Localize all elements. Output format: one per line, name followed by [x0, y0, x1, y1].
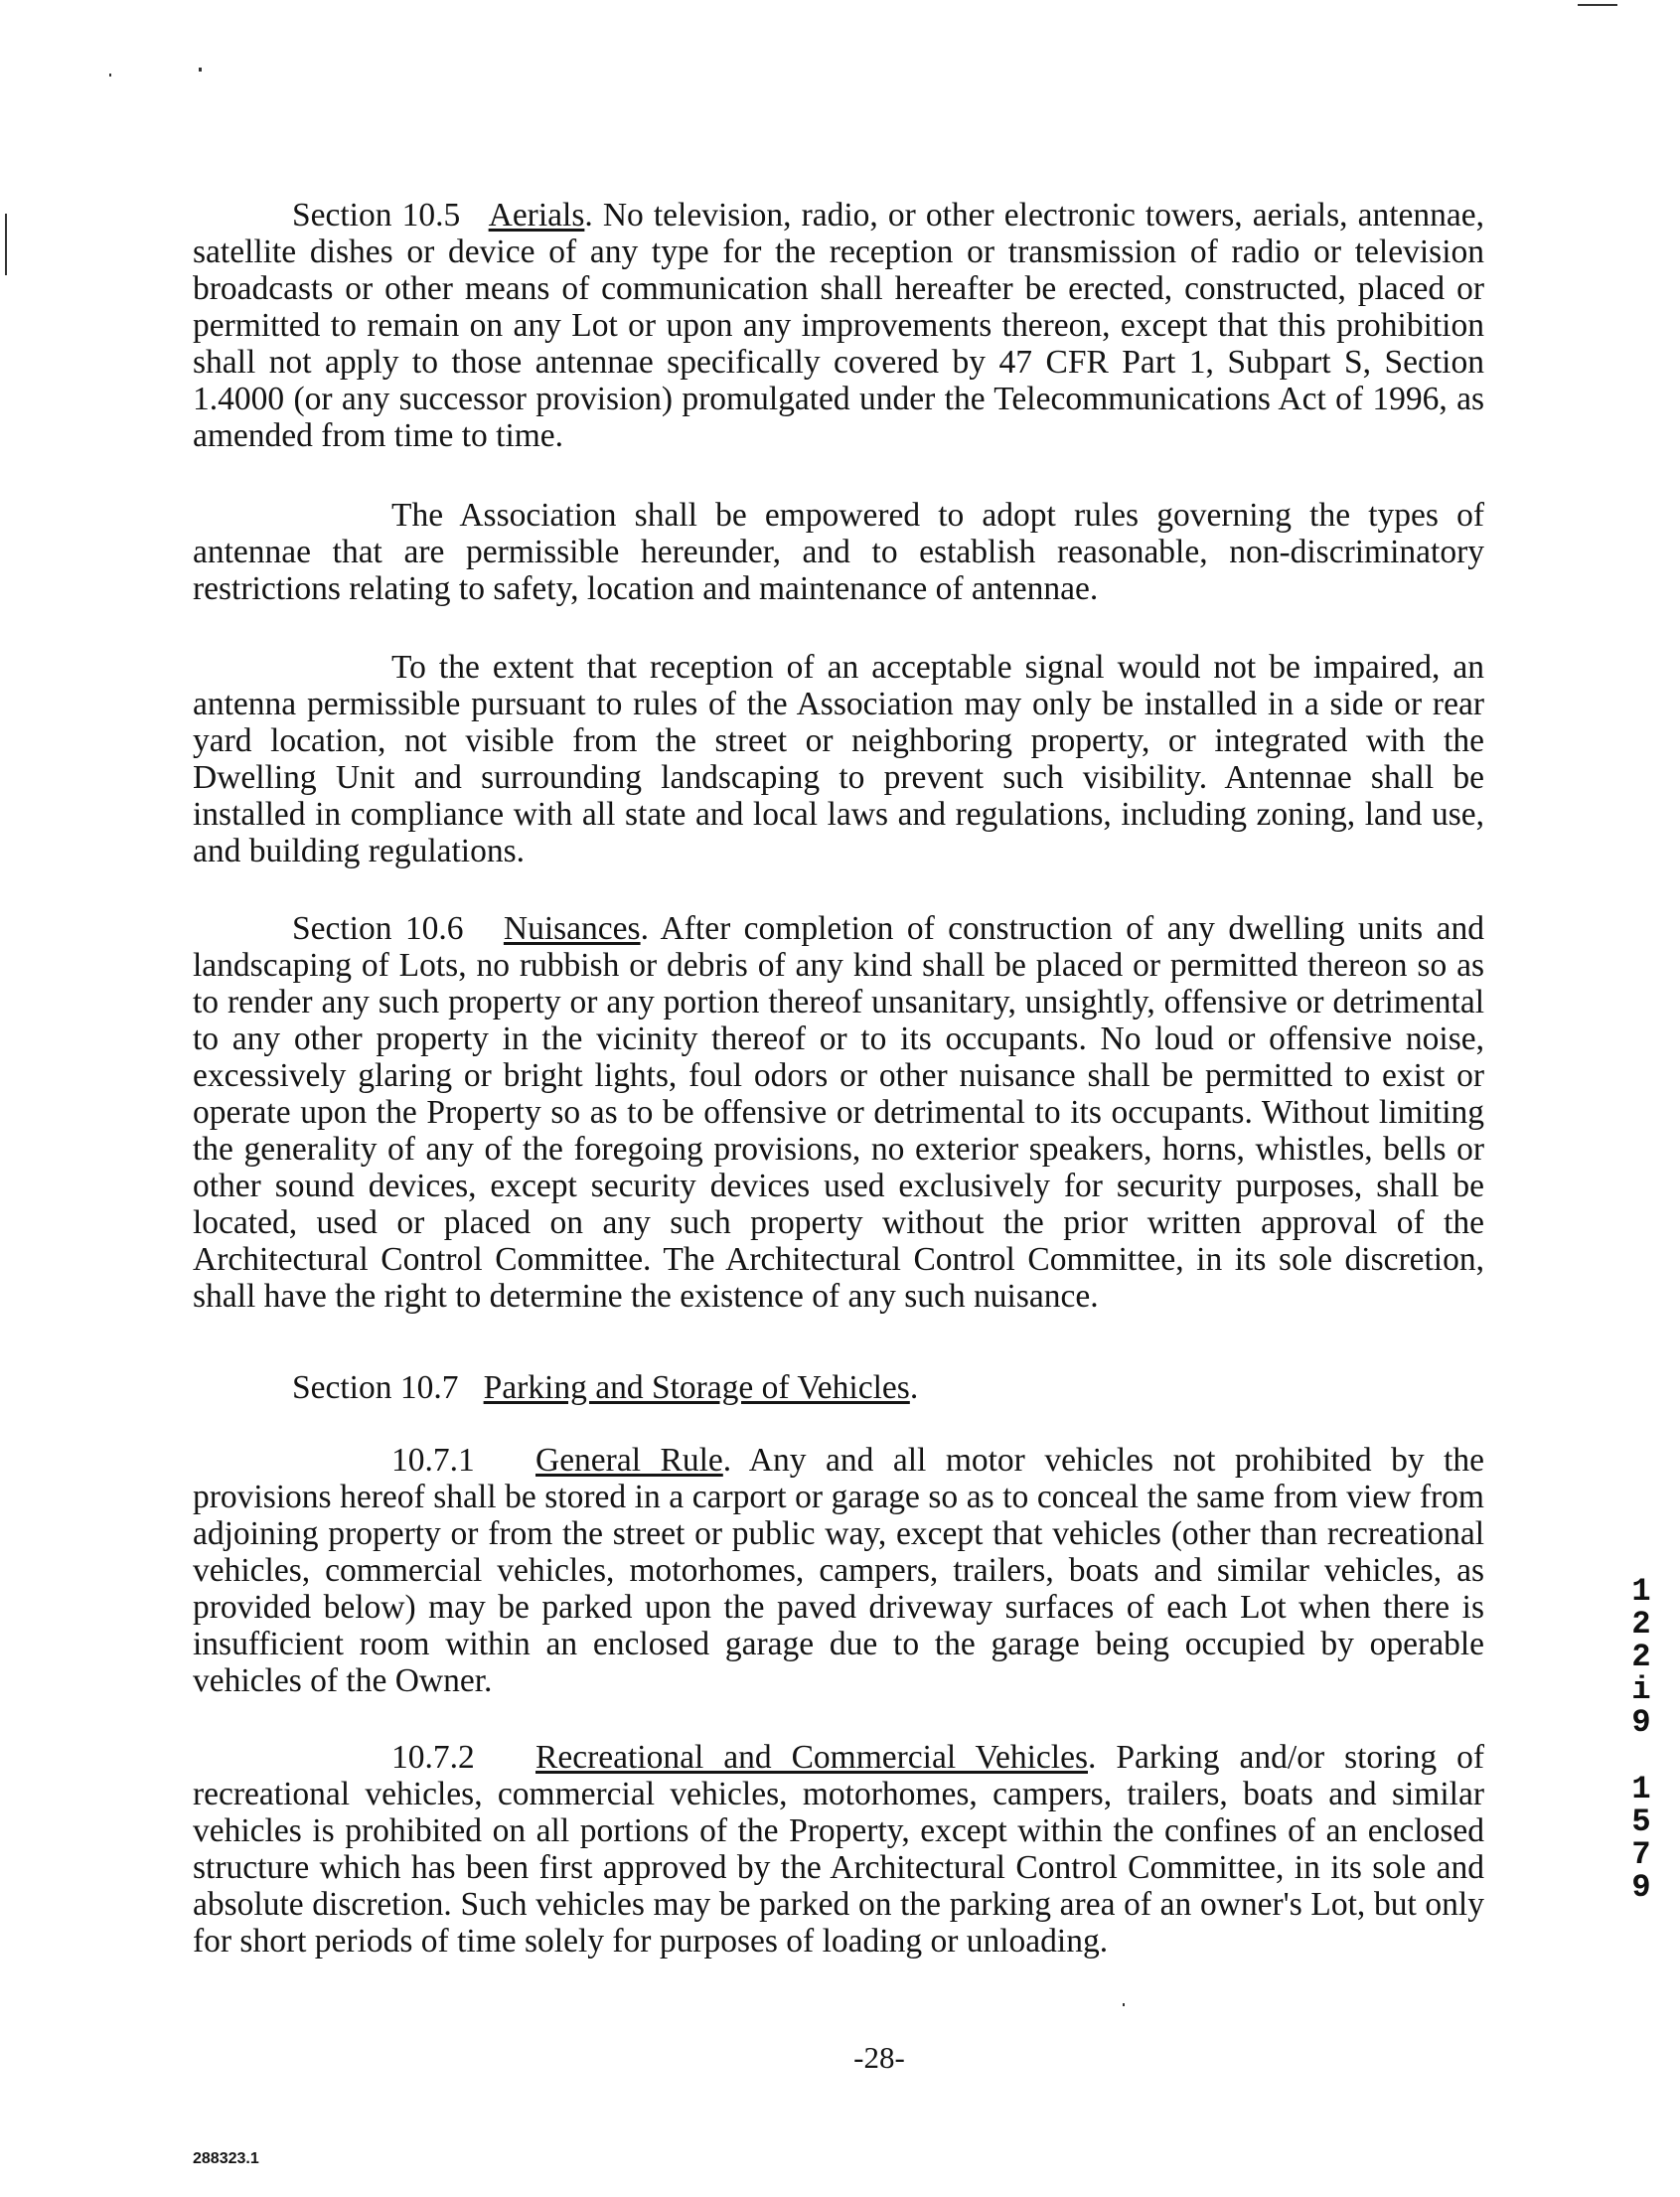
scan-mark-dot	[109, 74, 111, 77]
section-10-7-label: Section 10.7	[292, 1369, 459, 1406]
section-10-7-1-text: . Any and all motor vehicles not prohibited by the provisions hereof shall be stored in a carport or garage so as to conceal the same from view from adjoining property or from the street or public way, except that vehicles (other than recreational vehicles, commercial vehicles, motorhomes, campers, trailers, boats and similar vehicles, as provided below) may be parked upon the paved driveway surfaces of each Lot when there is insufficient room within an enclosed garage due to the garage being occupied by operable vehicles of the Owner.	[193, 1442, 1484, 1699]
scan-mark-left-bar	[5, 214, 7, 275]
antennae-rules-text: The Association shall be empowered to adopt rules governing the types of antennae that are permissible hereunder, and to establish reasonable, non-discriminatory restrictions relating to safety, location and maintenance of antennae.	[193, 497, 1484, 607]
section-10-5-paragraph	[193, 197, 1484, 454]
stamp-digit: 9	[1631, 1869, 1651, 1906]
stamp-digit: 2	[1631, 1606, 1651, 1643]
stamp-digit: 9	[1631, 1704, 1651, 1741]
stamp-digit: 7	[1631, 1836, 1651, 1873]
section-10-5-text: . No television, radio, or other electronic towers, aerials, antennae, satellite dishes or device of any type for the reception or transmission of radio or television broadcasts or other means of communication shall hereafter be erected, constructed, placed or permitted to remain on any Lot or upon any improvements thereon, except that this prohibition shall not apply to those antennae specifically covered by 47 CFR Part 1, Subpart S, Section 1.4000 (or any successor provision) promulgated under the Telecommunications Act of 1996, as amended from time to time.	[193, 197, 1484, 454]
stamp-digit: 2	[1631, 1639, 1651, 1675]
section-10-7-title: Parking and Storage of Vehicles	[483, 1369, 910, 1406]
document-id: 288323.1	[193, 2150, 259, 2167]
section-10-7-heading	[292, 1369, 918, 1406]
section-10-7-2-number: 10.7.2	[391, 1739, 475, 1776]
section-10-7-1-paragraph	[193, 1442, 1484, 1699]
stamp-digit: 1	[1631, 1771, 1651, 1807]
section-10-7-2-title: Recreational and Commercial Vehicles	[535, 1739, 1088, 1776]
section-10-6-paragraph	[193, 910, 1484, 1315]
recording-number-stamp	[1627, 1575, 1655, 1904]
stamp-digit: 5	[1631, 1804, 1651, 1840]
section-10-5-label: Section 10.5	[292, 197, 461, 234]
stamp-digit: i	[1631, 1671, 1651, 1708]
section-10-6-text: . After completion of construction of any dwelling units and landscaping of Lots, no rubbish or debris of any kind shall be placed or permitted thereon so as to render any such property or any portion thereof unsanitary, unsightly, offensive or detrimental to any other property in the vicinity thereof or to its occupants. No loud or offensive noise, excessively glaring or bright lights, foul odors or other nuisance shall be permitted to exist or operate upon the Property so as to be offensive or detrimental to its occupants. Without limiting the generality of any of the foregoing provisions, no exterior speakers, horns, whistles, bells or other sound devices, except security devices used exclusively for security purposes, shall be located, used or placed on any such property without the prior written approval of the Architectural Control Committee. The Architectural Control Committee, in its sole discretion, shall have the right to determine the existence of any such nuisance.	[193, 910, 1485, 1315]
section-10-7-title-end: .	[909, 1369, 919, 1406]
section-10-7-2-text: . Parking and/or storing of recreational vehicles, commercial vehicles, motorhomes, campers, trailers, boats and similar vehicles is prohibited on all portions of the Property, except within the confines of an enclosed structure which has been first approved by the Architectural Control Committee, in its sole and absolute discretion. Such vehicles may be parked on the parking area of an owner's Lot, but only for short periods of time solely for purposes of loading or unloading.	[193, 1739, 1484, 1960]
stamp-digit: 1	[1631, 1573, 1651, 1610]
antennae-rules-paragraph	[193, 497, 1484, 607]
section-10-5-title: Aerials	[488, 197, 585, 234]
scan-mark-dot	[199, 68, 202, 72]
antenna-placement-paragraph	[193, 649, 1484, 869]
section-10-7-1-title: General Rule	[535, 1442, 723, 1479]
section-10-7-2-paragraph	[193, 1739, 1484, 1960]
scan-mark-top-right	[1578, 4, 1617, 6]
page-number: -28-	[853, 2040, 905, 2075]
section-10-6-label: Section 10.6	[292, 910, 464, 947]
section-10-6-title: Nuisances	[503, 910, 641, 947]
scan-mark-dot	[1123, 2003, 1125, 2006]
section-10-7-1-number: 10.7.1	[391, 1442, 475, 1479]
antenna-placement-text: To the extent that reception of an acceptable signal would not be impaired, an antenna permissible pursuant to rules of the Association may only be installed in a side or rear yard location, not visible from the street or neighboring property, or integrated with the Dwelling Unit and surrounding landscaping to prevent such visibility. Antennae shall be installed in compliance with all state and local laws and regulations, including zoning, land use, and building regulations.	[193, 649, 1484, 869]
